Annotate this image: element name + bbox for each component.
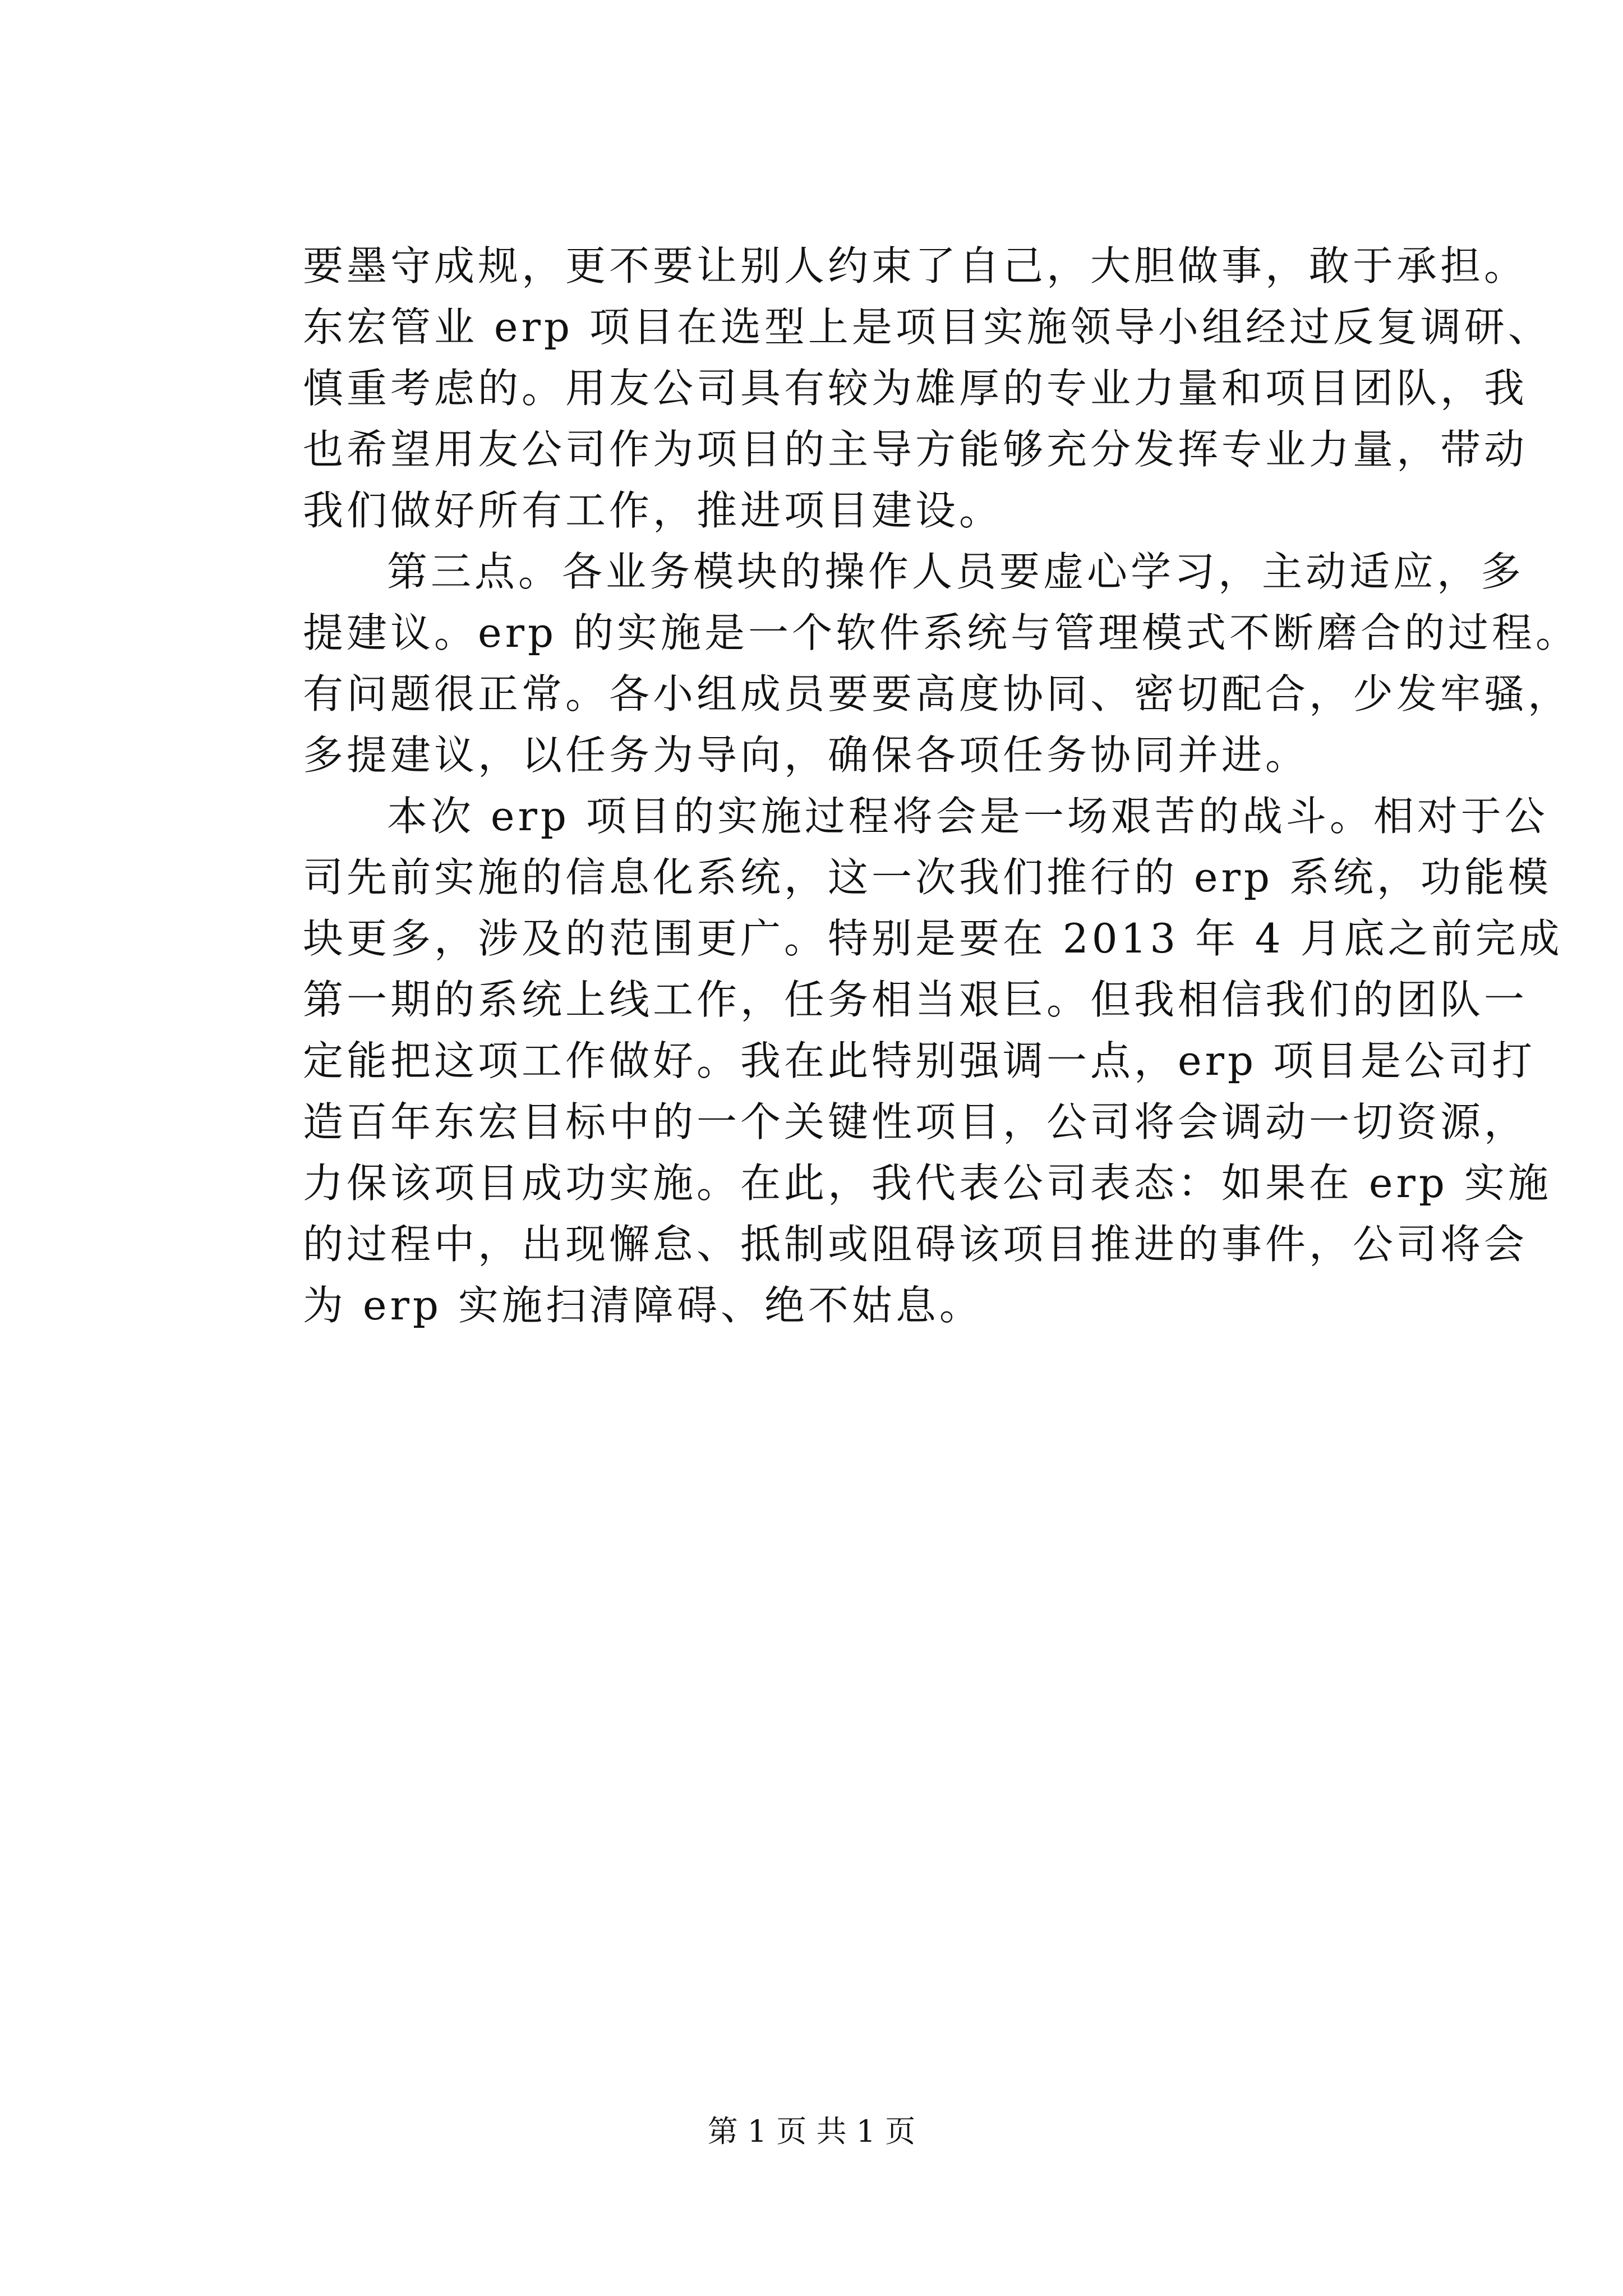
text-line: 要墨守成规，更不要让别人约束了自己，大胆做事，敢于承担。 [303,242,1528,289]
text-line: 有问题很正常。各小组成员要要高度协同、密切配合，少发牢骚， [303,670,1572,717]
text-line: 造百年东宏目标中的一个关键性项目，公司将会调动一切资源， [303,1098,1528,1145]
text-line: 多提建议，以任务为导向，确保各项任务协同并进。 [303,731,1310,779]
text-line: 为 erp 实施扫清障碍、绝不姑息。 [303,1282,983,1329]
paragraph-3 [303,786,1563,1336]
text-line: 第一期的系统上线工作，任务相当艰巨。但我相信我们的团队一 [303,976,1528,1023]
document-body [303,236,1580,1336]
paragraph-2 [303,541,1580,786]
text-line: 慎重考虑的。用友公司具有较为雄厚的专业力量和项目团队，我 [303,365,1528,412]
text-line: 力保该项目成功实施。在此，我代表公司表态：如果在 erp 实施 [303,1159,1552,1207]
text-line-indented: 第三点。各业务模块的操作人员要虚心学习，主动适应，多 [387,548,1525,595]
page-number-footer: 第 1 页 共 1 页 [707,2114,916,2149]
text-line: 司先前实施的信息化系统，这一次我们推行的 erp 系统，功能模 [303,854,1552,901]
text-line-indented: 本次 erp 项目的实施过程将会是一场艰苦的战斗。相对于公 [387,793,1548,840]
text-line: 的过程中，出现懈怠、抵制或阻碍该项目推进的事件，公司将会 [303,1221,1528,1268]
paragraph-1 [303,236,1552,541]
text-line: 也希望用友公司作为项目的主导方能够充分发挥专业力量，带动 [303,426,1528,473]
text-line: 块更多，涉及的范围更广。特别是要在 2013 年 4 月底之前完成 [303,915,1563,962]
text-line: 我们做好所有工作，推进项目建设。 [303,487,1003,534]
text-line: 提建议。erp 的实施是一个软件系统与管理模式不断磨合的过程。 [303,609,1580,656]
text-line: 东宏管业 erp 项目在选型上是项目实施领导小组经过反复调研、 [303,303,1552,351]
text-line: 定能把这项工作做好。我在此特别强调一点，erp 项目是公司打 [303,1037,1536,1084]
